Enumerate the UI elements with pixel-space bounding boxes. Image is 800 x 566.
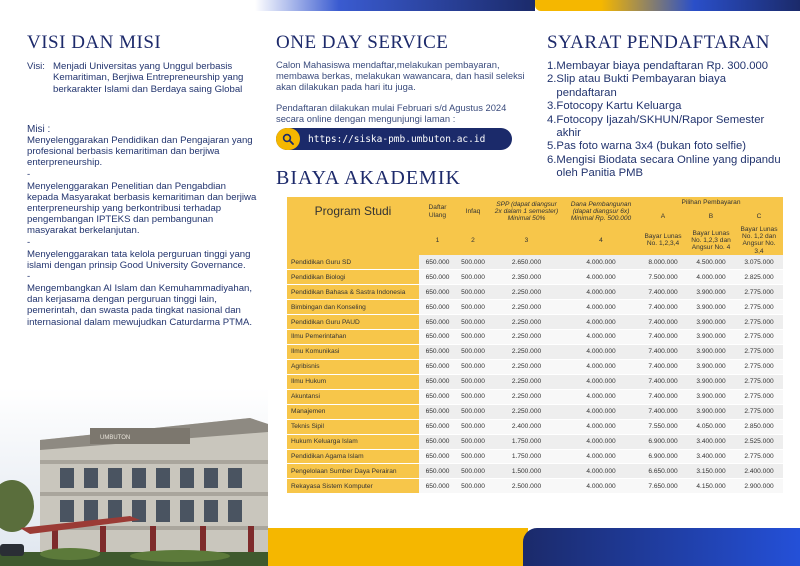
- cell-dana: 4.000.000: [563, 374, 639, 389]
- fee-table-body: [287, 255, 783, 494]
- visi-misi-panel: [0, 0, 268, 566]
- misi-separator: -: [27, 236, 31, 248]
- cell-program-studi: Pengelolaan Sumber Daya Perairan: [287, 464, 419, 479]
- cell-infaq: 500.000: [456, 404, 490, 419]
- cell-daftar: 650.000: [419, 389, 456, 404]
- cell-infaq: 500.000: [456, 255, 490, 270]
- cell-daftar: 650.000: [419, 359, 456, 374]
- cell-daftar: 650.000: [419, 479, 456, 494]
- cell-a: 7.400.000: [639, 285, 687, 300]
- cell-dana: 4.000.000: [563, 434, 639, 449]
- table-row: [287, 285, 783, 300]
- syarat-text: Fotocopy Ijazah/SKHUN/Rapor Semester akhir: [556, 113, 765, 140]
- cell-dana: 4.000.000: [563, 449, 639, 464]
- cell-program-studi: Ilmu Hukum: [287, 374, 419, 389]
- header-option-a-desc: Bayar Lunas No. 1,2,3,4: [639, 226, 687, 255]
- cell-c: 2.775.000: [735, 389, 783, 404]
- table-row: [287, 315, 783, 330]
- cell-daftar: 650.000: [419, 315, 456, 330]
- cell-b: 4.500.000: [687, 255, 735, 270]
- cell-program-studi: Teknis Sipil: [287, 419, 419, 434]
- header-program-studi: Program Studi: [287, 197, 419, 226]
- table-row: [287, 255, 783, 270]
- table-row: [287, 389, 783, 404]
- cell-spp: 2.250.000: [490, 389, 563, 404]
- cell-program-studi: Agribisnis: [287, 359, 419, 374]
- cell-daftar: 650.000: [419, 300, 456, 315]
- syarat-number: 2.: [547, 73, 557, 86]
- cell-c: 2.775.000: [735, 330, 783, 345]
- cell-dana: 4.000.000: [563, 315, 639, 330]
- header-option-b: B: [687, 208, 735, 226]
- cell-infaq: 500.000: [456, 300, 490, 315]
- table-row: [287, 404, 783, 419]
- search-icon: [276, 128, 300, 150]
- cell-spp: 2.250.000: [490, 300, 563, 315]
- cell-spp: 1.750.000: [490, 449, 563, 464]
- header-pilihan-pembayaran: Pilihan Pembayaran: [639, 197, 783, 208]
- cell-program-studi: Pendidikan Agama Islam: [287, 449, 419, 464]
- header-daftar-ulang: Daftar Ulang: [419, 197, 456, 226]
- header-option-b-desc: Bayar Lunas No. 1,2,3 dan Angsur No. 4: [687, 226, 735, 255]
- cell-a: 6.650.000: [639, 464, 687, 479]
- cell-program-studi: Hukum Keluarga Islam: [287, 434, 419, 449]
- header-infaq: Infaq: [456, 197, 490, 226]
- cell-a: 7.400.000: [639, 404, 687, 419]
- visi-misi-title: VISI DAN MISI: [27, 32, 162, 53]
- syarat-item: [547, 114, 787, 141]
- cell-dana: 4.000.000: [563, 285, 639, 300]
- cell-program-studi: Ilmu Pemerintahan: [287, 330, 419, 345]
- cell-program-studi: Manajemen: [287, 404, 419, 419]
- cell-infaq: 500.000: [456, 419, 490, 434]
- cell-c: 2.775.000: [735, 449, 783, 464]
- cell-spp: 2.250.000: [490, 359, 563, 374]
- cell-dana: 4.000.000: [563, 479, 639, 494]
- misi-item: Mengembangkan Al Islam dan Kemuhammadiyahan, dan kerjasama dengan perguruan tinggi lain, pemerintah, dan swasta pada tingkat nasional dan internasional dalam mewujudkan Caturdarma PTMA.: [27, 283, 253, 328]
- cell-daftar: 650.000: [419, 285, 456, 300]
- table-row: [287, 374, 783, 389]
- cell-b: 3.900.000: [687, 300, 735, 315]
- cell-dana: 4.000.000: [563, 419, 639, 434]
- cell-program-studi: Rekayasa Sistem Komputer: [287, 479, 419, 494]
- registration-url[interactable]: https://siska-pmb.umbuton.ac.id: [308, 133, 486, 145]
- cell-c: 2.775.000: [735, 300, 783, 315]
- syarat-item: [547, 140, 787, 153]
- cell-infaq: 500.000: [456, 330, 490, 345]
- table-row: [287, 434, 783, 449]
- cell-spp: 2.250.000: [490, 404, 563, 419]
- misi-item: Menyelenggarakan Penelitian dan Pengabdian kepada Masyarakat berbasis kemaritiman dan berjiwa enterpreneurship yang berkontribusi terhadap pengembangan IPTEKS dan pembangunan masyarakat berkelanjutan.: [27, 180, 257, 237]
- syarat-pendaftaran-title: SYARAT PENDAFTARAN: [547, 32, 771, 53]
- syarat-list: [547, 60, 787, 181]
- header-option-c-desc: Bayar Lunas No. 1,2 dan Angsur No. 3,4: [735, 226, 783, 255]
- header-col-number: 2: [456, 226, 490, 255]
- syarat-item: [547, 154, 787, 181]
- cell-b: 3.900.000: [687, 404, 735, 419]
- table-row: [287, 479, 783, 494]
- table-row: [287, 359, 783, 374]
- cell-a: 7.550.000: [639, 419, 687, 434]
- cell-c: 2.775.000: [735, 344, 783, 359]
- biaya-akademik-table: [287, 197, 783, 494]
- cell-c: 3.075.000: [735, 255, 783, 270]
- campus-building-photo: [0, 388, 268, 566]
- cell-dana: 4.000.000: [563, 255, 639, 270]
- cell-infaq: 500.000: [456, 270, 490, 285]
- syarat-text: Fotocopy Kartu Keluarga: [556, 100, 682, 113]
- cell-spp: 2.250.000: [490, 374, 563, 389]
- misi-title: Misi :: [27, 124, 51, 135]
- cell-a: 8.000.000: [639, 255, 687, 270]
- cell-infaq: 500.000: [456, 449, 490, 464]
- cell-a: 7.400.000: [639, 389, 687, 404]
- cell-infaq: 500.000: [456, 374, 490, 389]
- cell-a: 6.900.000: [639, 449, 687, 464]
- cell-a: 7.400.000: [639, 374, 687, 389]
- cell-c: 2.775.000: [735, 285, 783, 300]
- syarat-item: [547, 100, 787, 113]
- syarat-text: Mengisi Biodata secara Online yang dipandu oleh Panitia PMB: [556, 153, 781, 180]
- cell-infaq: 500.000: [456, 389, 490, 404]
- cell-spp: 2.400.000: [490, 419, 563, 434]
- cell-program-studi: Pendidikan Biologi: [287, 270, 419, 285]
- cell-b: 3.900.000: [687, 285, 735, 300]
- cell-c: 2.900.000: [735, 479, 783, 494]
- cell-b: 3.900.000: [687, 389, 735, 404]
- biaya-akademik-title: BIAYA AKADEMIK: [276, 167, 461, 189]
- cell-daftar: 650.000: [419, 270, 456, 285]
- misi-separator: -: [27, 168, 31, 180]
- cell-infaq: 500.000: [456, 464, 490, 479]
- cell-daftar: 650.000: [419, 344, 456, 359]
- syarat-number: 1.: [547, 60, 557, 72]
- syarat-text: Membayar biaya pendaftaran Rp. 300.000: [556, 60, 769, 72]
- visi-label: Visi:: [27, 61, 45, 72]
- cell-program-studi: Pendidikan Guru SD: [287, 255, 419, 270]
- misi-item: Menyelenggarakan tata kelola perguruan tinggi yang islami dengan prinsip Good University Governance.: [27, 248, 251, 271]
- cell-infaq: 500.000: [456, 285, 490, 300]
- cell-daftar: 650.000: [419, 434, 456, 449]
- cell-dana: 4.000.000: [563, 404, 639, 419]
- cell-b: 3.400.000: [687, 449, 735, 464]
- one-day-service-description: Calon Mahasiswa mendaftar,melakukan pembayaran, membawa berkas, melakukan wawancara, dan hasil seleksi akan dilakukan pada hari itu juga.: [276, 59, 525, 92]
- cell-dana: 4.000.000: [563, 330, 639, 345]
- cell-program-studi: Pendidikan Guru PAUD: [287, 315, 419, 330]
- header-col-number: 1: [419, 226, 456, 255]
- table-row: [287, 449, 783, 464]
- cell-program-studi: Bimbingan dan Konseling: [287, 300, 419, 315]
- cell-spp: 2.500.000: [490, 479, 563, 494]
- syarat-item: [547, 60, 787, 73]
- cell-b: 4.050.000: [687, 419, 735, 434]
- cell-spp: 1.500.000: [490, 464, 563, 479]
- cell-dana: 4.000.000: [563, 389, 639, 404]
- cell-b: 3.900.000: [687, 359, 735, 374]
- header-spp: SPP (dapat diangsur 2x dalam 1 semester) Minimal 50%: [490, 197, 563, 226]
- cell-a: 7.400.000: [639, 300, 687, 315]
- table-row: [287, 330, 783, 345]
- cell-dana: 4.000.000: [563, 300, 639, 315]
- cell-spp: 2.250.000: [490, 344, 563, 359]
- cell-a: 7.400.000: [639, 359, 687, 374]
- cell-b: 4.000.000: [687, 270, 735, 285]
- table-row: [287, 344, 783, 359]
- cell-dana: 4.000.000: [563, 344, 639, 359]
- cell-program-studi: Akuntansi: [287, 389, 419, 404]
- cell-b: 3.900.000: [687, 374, 735, 389]
- syarat-number: 5.: [547, 140, 557, 153]
- cell-daftar: 650.000: [419, 419, 456, 434]
- cell-c: 2.850.000: [735, 419, 783, 434]
- header-option-c: C: [735, 208, 783, 226]
- cell-spp: 2.650.000: [490, 255, 563, 270]
- cell-spp: 2.250.000: [490, 285, 563, 300]
- cell-b: 3.150.000: [687, 464, 735, 479]
- one-day-service-title: ONE DAY SERVICE: [276, 32, 449, 53]
- cell-daftar: 650.000: [419, 330, 456, 345]
- cell-daftar: 650.000: [419, 404, 456, 419]
- misi-list: [27, 135, 259, 328]
- syarat-number: 3.: [547, 100, 557, 113]
- header-col-number: 4: [563, 226, 639, 255]
- visi-text: Menjadi Universitas yang Unggul berbasis Kemaritiman, Berjiwa Entrepreneurship yang berkarakter Islami dan Berdaya saing Global: [53, 61, 244, 95]
- cell-infaq: 500.000: [456, 359, 490, 374]
- table-row: [287, 419, 783, 434]
- cell-c: 2.775.000: [735, 404, 783, 419]
- cell-b: 4.150.000: [687, 479, 735, 494]
- registration-period-text: Pendaftaran dilakukan mulai Februari s/d Agustus 2024 secara online dengan mengunjungi laman :: [276, 102, 507, 124]
- cell-c: 2.775.000: [735, 359, 783, 374]
- cell-b: 3.400.000: [687, 434, 735, 449]
- table-row: [287, 270, 783, 285]
- table-row: [287, 300, 783, 315]
- registration-url-bar[interactable]: [276, 128, 512, 150]
- cell-dana: 4.000.000: [563, 270, 639, 285]
- cell-b: 3.900.000: [687, 344, 735, 359]
- syarat-text: Pas foto warna 3x4 (bukan foto selfie): [556, 140, 747, 153]
- cell-dana: 4.000.000: [563, 464, 639, 479]
- cell-dana: 4.000.000: [563, 359, 639, 374]
- misi-item: Menyelenggarakan Pendidikan dan Pengajaran yang profesional berbasis kemaritiman dan berjiwa enterpreneurship.: [27, 135, 253, 169]
- header-dana-pembangunan: Dana Pembangunan (dapat diangsur 6x) Minimal Rp. 500.000: [563, 197, 639, 226]
- cell-program-studi: Pendidikan Bahasa & Sastra Indonesia: [287, 285, 419, 300]
- cell-daftar: 650.000: [419, 464, 456, 479]
- header-option-a: A: [639, 208, 687, 226]
- table-row: [287, 464, 783, 479]
- syarat-text: Slip atau Bukti Pembayaran biaya pendaftaran: [556, 73, 726, 99]
- cell-a: 7.400.000: [639, 344, 687, 359]
- cell-a: 7.400.000: [639, 315, 687, 330]
- cell-a: 7.500.000: [639, 270, 687, 285]
- cell-a: 7.400.000: [639, 330, 687, 345]
- cell-spp: 1.750.000: [490, 434, 563, 449]
- cell-c: 2.525.000: [735, 434, 783, 449]
- cell-a: 6.900.000: [639, 434, 687, 449]
- cell-infaq: 500.000: [456, 479, 490, 494]
- cell-program-studi: Ilmu Komunikasi: [287, 344, 419, 359]
- cell-c: 2.825.000: [735, 270, 783, 285]
- cell-a: 7.650.000: [639, 479, 687, 494]
- cell-daftar: 650.000: [419, 449, 456, 464]
- cell-daftar: 650.000: [419, 374, 456, 389]
- cell-spp: 2.250.000: [490, 330, 563, 345]
- cell-daftar: 650.000: [419, 255, 456, 270]
- cell-infaq: 500.000: [456, 344, 490, 359]
- cell-spp: 2.250.000: [490, 315, 563, 330]
- misi-separator: -: [27, 271, 31, 283]
- syarat-item: [547, 73, 787, 100]
- svg-text:UMBUTON: UMBUTON: [100, 435, 131, 441]
- cell-b: 3.900.000: [687, 330, 735, 345]
- cell-c: 2.775.000: [735, 374, 783, 389]
- cell-b: 3.900.000: [687, 315, 735, 330]
- syarat-number: 4.: [547, 113, 557, 126]
- cell-c: 2.775.000: [735, 315, 783, 330]
- cell-c: 2.400.000: [735, 464, 783, 479]
- cell-spp: 2.350.000: [490, 270, 563, 285]
- syarat-number: 6.: [547, 153, 557, 166]
- visi-block: [27, 61, 252, 95]
- cell-infaq: 500.000: [456, 434, 490, 449]
- header-col-number: 3: [490, 226, 563, 255]
- cell-infaq: 500.000: [456, 315, 490, 330]
- header-program-studi-spacer: [287, 226, 419, 255]
